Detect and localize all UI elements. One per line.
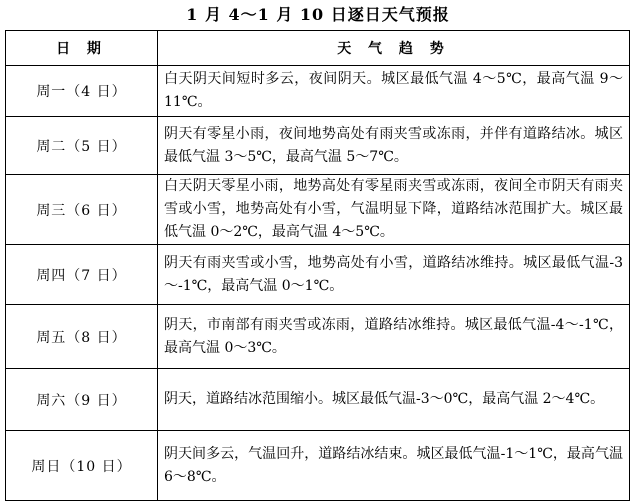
table-row: [6, 431, 630, 501]
forecast-column-header: 天 气 趋 势: [158, 31, 630, 66]
table-row: [6, 66, 630, 117]
day-cell: 周一（4 日）: [6, 66, 158, 117]
table-row: [6, 175, 630, 245]
day-cell: 周五（8 日）: [6, 305, 158, 369]
forecast-cell: 阴天，道路结冰范围缩小。城区最低气温-3～0℃，最高气温 2～4℃。: [158, 369, 630, 431]
day-cell: 周三（6 日）: [6, 175, 158, 245]
table-header-row: [6, 31, 630, 66]
forecast-cell: 阴天间多云，气温回升，道路结冰结束。城区最低气温-1～1℃，最高气温 6～8℃。: [158, 431, 630, 501]
table-row: [6, 369, 630, 431]
day-cell: 周二（5 日）: [6, 117, 158, 175]
date-column-header: 日 期: [6, 31, 158, 66]
forecast-cell: 白天阴天间短时多云，夜间阴天。城区最低气温 4～5℃，最高气温 9～11℃。: [158, 66, 630, 117]
forecast-cell: 阴天有零星小雨，夜间地势高处有雨夹雪或冻雨，并伴有道路结冰。城区最低气温 3～5℃，最高气温 5～7℃。: [158, 117, 630, 175]
page-title: 1 月 4～1 月 10 日逐日天气预报: [186, 5, 450, 24]
forecast-cell: 白天阴天零星小雨，地势高处有零星雨夹雪或冻雨，夜间全市阴天有雨夹雪或小雪，地势高处有小雪，气温明显下降，道路结冰范围扩大。城区最低气温 0～2℃，最高气温 4～5℃。: [158, 175, 630, 245]
day-cell: 周日（10 日）: [6, 431, 158, 501]
forecast-cell: 阴天有雨夹雪或小雪，地势高处有小雪，道路结冰维持。城区最低气温-3～-1℃，最高气温 0～1℃。: [158, 245, 630, 305]
forecast-cell: 阴天，市南部有雨夹雪或冻雨，道路结冰维持。城区最低气温-4～-1℃，最高气温 0～3℃。: [158, 305, 630, 369]
day-cell: 周四（7 日）: [6, 245, 158, 305]
table-row: [6, 245, 630, 305]
table-row: [6, 305, 630, 369]
forecast-table: [5, 30, 630, 501]
day-cell: 周六（9 日）: [6, 369, 158, 431]
table-row: [6, 117, 630, 175]
